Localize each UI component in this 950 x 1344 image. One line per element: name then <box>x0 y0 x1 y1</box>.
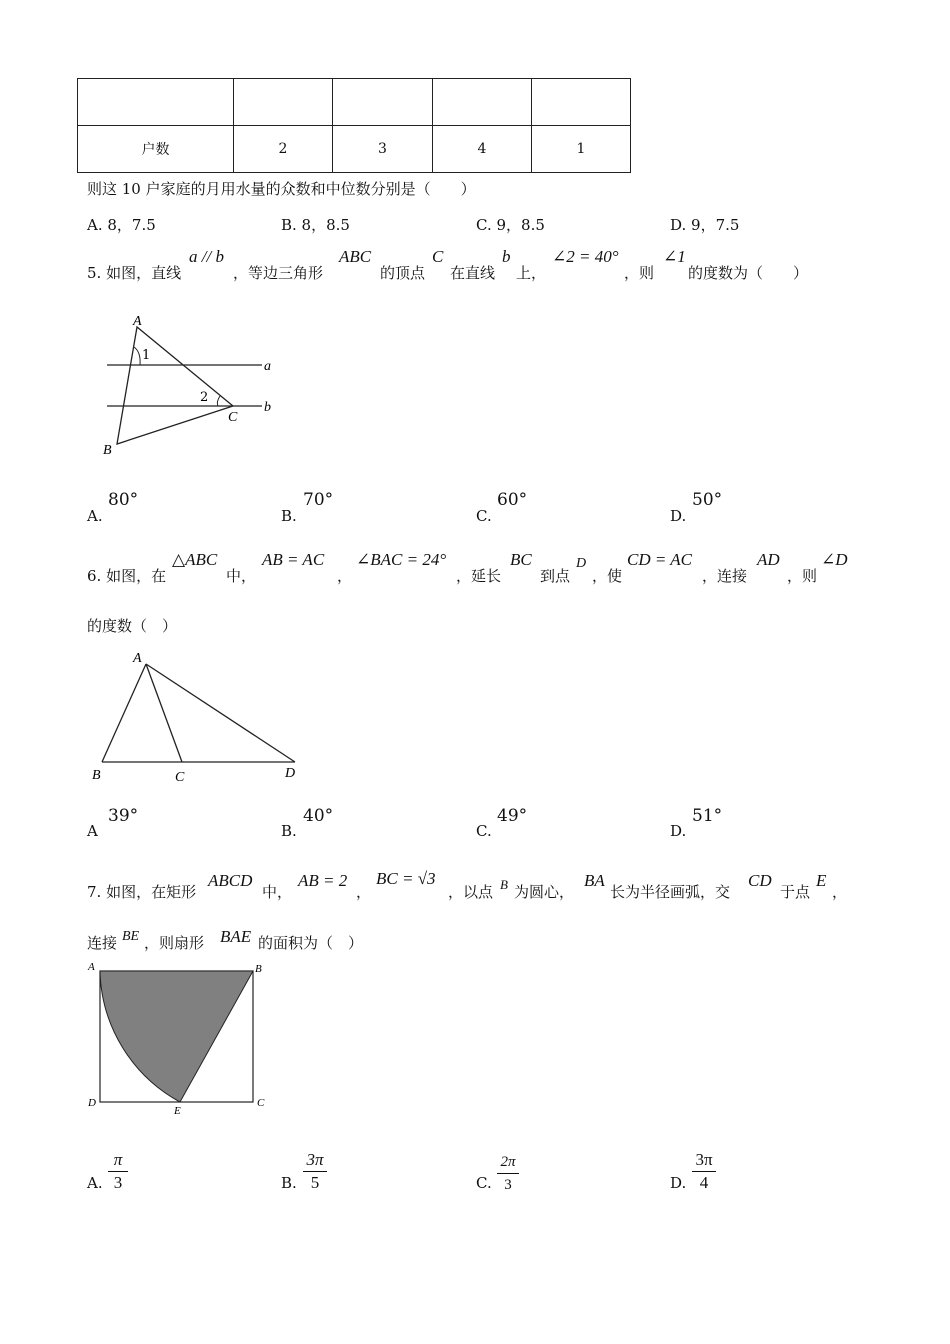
angle-2-arc <box>217 396 220 406</box>
triangle-abc <box>117 327 233 444</box>
q7-stem-text: 长为半径画弧，交 <box>610 883 731 901</box>
table-header-cell <box>333 79 433 126</box>
q6-stem-line2: 的度数（ ） <box>87 617 178 635</box>
fraction-numerator: 3π <box>306 1150 324 1169</box>
q6-stem-text: ，连接 <box>702 567 748 585</box>
q7-math-rectangle: ABCD <box>208 871 253 890</box>
fraction-denominator: 5 <box>310 1173 320 1192</box>
label-a: A <box>133 651 142 666</box>
q7-math-e: E <box>816 871 827 890</box>
q6-math-angle: ∠BAC = 24° <box>356 550 447 569</box>
q6-math-equal-sides: AB = AC <box>262 550 325 569</box>
q6-math-point-d: D <box>576 556 587 571</box>
fraction-numerator: 3π <box>695 1150 713 1169</box>
table-row <box>78 126 631 173</box>
q6-stem-text: ，使 <box>592 567 623 585</box>
q5-stem-text: 5. 如图，直线 <box>87 264 182 282</box>
side-ac <box>146 664 182 762</box>
q7-stem-text: ，以点 <box>448 883 494 901</box>
q6-math-ad: AD <box>757 550 780 569</box>
label-e: E <box>174 1105 181 1117</box>
q5-option-d-value: 50° <box>692 490 723 510</box>
q6-option-c-value: 49° <box>497 806 528 826</box>
fraction-denominator: 3 <box>504 1177 512 1193</box>
q7-stem-text: ， <box>356 883 372 901</box>
q5-stem-text: 在直线 <box>450 264 496 282</box>
q6-stem-text: 6. 如图，在 <box>87 567 167 585</box>
label-line-a: a <box>264 359 271 374</box>
q4-stem: 则这 10 户家庭的月用水量的众数和中位数分别是（ ） <box>87 180 476 198</box>
label-b: B <box>255 963 262 975</box>
q7-figure <box>85 958 270 1120</box>
q7-math-bae: BAE <box>220 927 252 946</box>
label-a: A <box>88 961 95 973</box>
q5-option-d-letter: D. <box>670 507 687 525</box>
table-cell: 3 <box>333 126 433 173</box>
q7-option-d-letter: D. <box>670 1174 687 1192</box>
q5-stem-text: ，则 <box>624 264 655 282</box>
label-d: D <box>88 1097 96 1109</box>
q5-option-c-letter: C. <box>476 507 492 525</box>
q7-stem-text: 连接 <box>87 934 118 952</box>
sector-bae <box>100 971 253 1102</box>
label-c: C <box>257 1097 265 1109</box>
table-header-row <box>78 79 631 126</box>
label-c-vertex: C <box>228 410 238 425</box>
q7-math-ab: AB = 2 <box>298 871 348 890</box>
fraction-bar <box>497 1173 519 1174</box>
q7-stem-text: 中， <box>262 883 293 901</box>
q7-math-ba: BA <box>584 871 605 890</box>
q5-math-angle2: ∠2 = 40° <box>552 247 619 266</box>
angle-1-arc <box>134 347 140 365</box>
q5-option-c-value: 60° <box>497 490 528 510</box>
q6-option-b-value: 40° <box>303 806 334 826</box>
q5-option-a-letter: A. <box>87 507 103 525</box>
q6-option-b-letter: B. <box>281 822 297 840</box>
q4-option-a: A. 8，7.5 <box>87 216 156 234</box>
q6-math-triangle: △ABC <box>172 550 218 569</box>
q6-stem-text: 中， <box>226 567 257 585</box>
table-row-label: 户数 <box>78 126 234 173</box>
q7-option-a-fraction <box>108 1150 128 1193</box>
q6-math-cd: CD = AC <box>627 550 693 569</box>
q7-math-b: B <box>500 877 508 892</box>
q7-option-a-letter: A. <box>87 1174 103 1192</box>
q5-math-line: b <box>502 247 511 266</box>
q6-option-d-letter: D. <box>670 822 687 840</box>
q5-stem-text: 的度数为（ ） <box>688 264 809 282</box>
side-ab <box>102 664 146 762</box>
q7-option-b-fraction <box>303 1150 327 1193</box>
q5-math-parallel: a // b <box>189 247 224 266</box>
q6-figure <box>88 646 310 788</box>
table-header-cell <box>433 79 532 126</box>
table-cell: 1 <box>532 126 631 173</box>
q5-option-a-value: 80° <box>108 490 139 510</box>
q5-math-triangle: ABC <box>339 247 372 266</box>
side-ad <box>146 664 295 762</box>
q6-math-angle-d: ∠D <box>821 550 848 569</box>
table-header-cell <box>532 79 631 126</box>
q7-stem-text: 为圆心， <box>514 883 575 901</box>
q7-stem-text: 于点 <box>780 883 811 901</box>
q6-stem-text: 到点 <box>540 567 571 585</box>
q4-option-c: C. 9，8.5 <box>476 216 545 234</box>
q5-stem-text: 的顶点 <box>380 264 426 282</box>
table-header-cell <box>78 79 234 126</box>
label-b-vertex: B <box>103 443 112 458</box>
label-c: C <box>175 770 185 785</box>
q6-math-bc: BC <box>510 550 532 569</box>
q7-option-d-fraction <box>692 1150 716 1193</box>
q7-option-b-letter: B. <box>281 1174 297 1192</box>
q7-option-c-letter: C. <box>476 1174 492 1192</box>
q5-option-b-value: 70° <box>303 490 334 510</box>
q7-math-be: BE <box>122 929 140 944</box>
water-usage-table <box>77 78 631 173</box>
label-a-vertex: A <box>133 314 142 329</box>
q6-stem-text: ，延长 <box>456 567 502 585</box>
label-angle-1: 1 <box>142 348 151 363</box>
table-header-cell <box>234 79 333 126</box>
label-d: D <box>285 766 296 781</box>
q6-option-a-value: 39° <box>108 806 139 826</box>
q4-option-d: D. 9，7.5 <box>670 216 740 234</box>
table-cell: 2 <box>234 126 333 173</box>
q7-math-bc: BC = √3 <box>376 869 436 888</box>
q7-stem-text: ，则扇形 <box>144 934 205 952</box>
q6-option-c-letter: C. <box>476 822 492 840</box>
q4-option-b: B. 8，8.5 <box>281 216 350 234</box>
table-cell: 4 <box>433 126 532 173</box>
q6-stem-text: ，则 <box>787 567 818 585</box>
fraction-denominator: 3 <box>113 1173 123 1192</box>
q5-option-b-letter: B. <box>281 507 297 525</box>
q7-math-cd: CD <box>748 871 772 890</box>
label-b: B <box>92 768 101 783</box>
q7-option-c-fraction <box>497 1152 519 1195</box>
label-angle-2: 2 <box>200 390 209 405</box>
q6-option-d-value: 51° <box>692 806 723 826</box>
q5-stem-text: ，等边三角形 <box>233 264 324 282</box>
q7-stem-text: ， <box>832 883 848 901</box>
fraction-numerator: π <box>113 1150 123 1169</box>
q5-math-vertex: C <box>432 247 444 266</box>
fraction-denominator: 4 <box>699 1173 709 1192</box>
q7-stem-text: 的面积为（ ） <box>258 934 364 952</box>
q5-stem-text: 上， <box>516 264 547 282</box>
q7-stem-text: 7. 如图，在矩形 <box>87 883 197 901</box>
q6-stem-text: ， <box>337 567 353 585</box>
label-line-b: b <box>264 400 271 415</box>
fraction-bar <box>692 1171 716 1172</box>
fraction-bar <box>303 1171 327 1172</box>
q6-option-a-letter: A <box>87 822 98 840</box>
q5-figure <box>100 308 285 460</box>
fraction-bar <box>108 1171 128 1172</box>
fraction-numerator: 2π <box>500 1154 516 1170</box>
q5-math-angle1: ∠1 <box>663 247 686 266</box>
